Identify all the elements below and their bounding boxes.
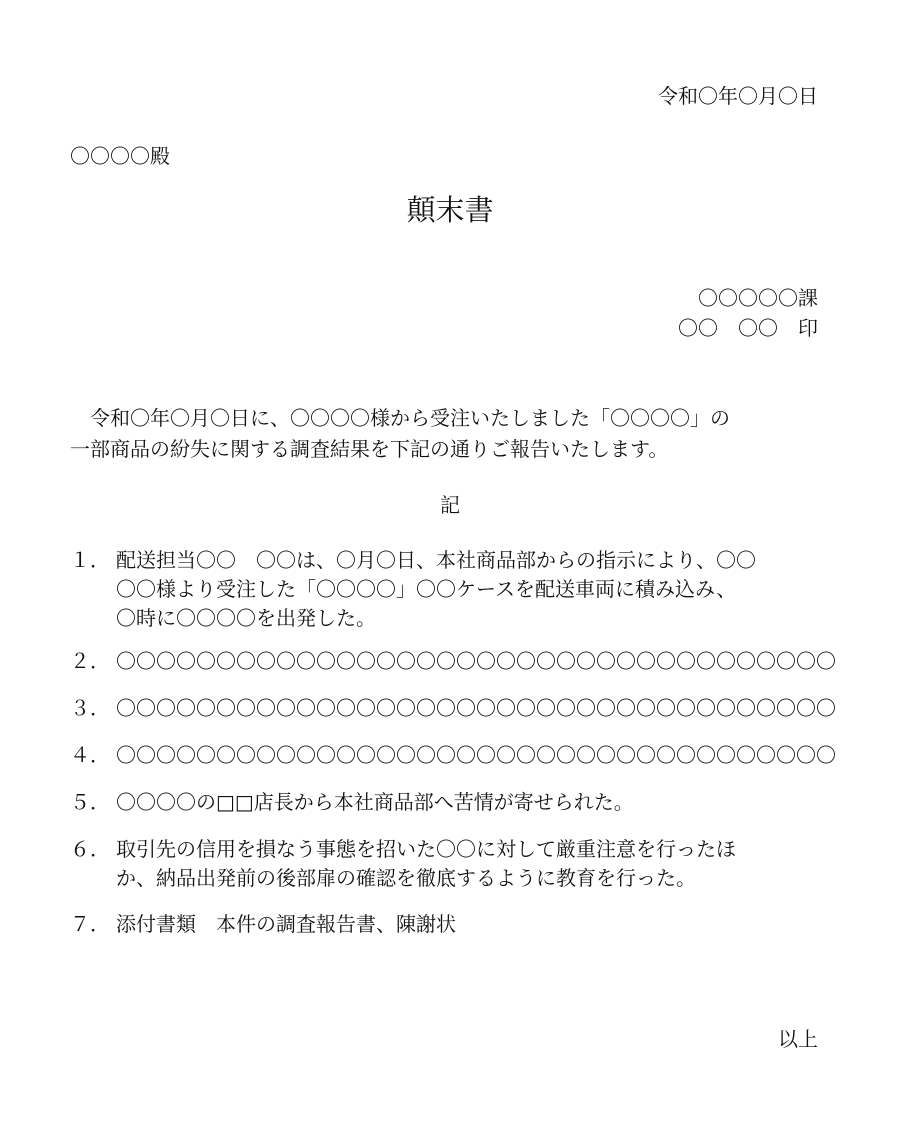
item-line: 〇〇様より受注した「〇〇〇〇」〇〇ケースを配送車両に積み込み、 (116, 577, 737, 601)
item-line: か、納品出発前の後部扉の確認を徹底するように教育を行った。 (116, 866, 696, 890)
item-number: ４． (70, 743, 110, 767)
item-line: 〇〇〇〇の□□店長から本社商品部へ苦情が寄せられた。 (116, 790, 634, 814)
item-line: 取引先の信用を損なう事態を招いた〇〇に対して厳重注意を行ったほ (116, 837, 736, 861)
item-line: 〇時に〇〇〇〇を出発した。 (116, 606, 376, 630)
intro-line: 一部商品の紛失に関する調査結果を下記の通りご報告いたします。 (70, 437, 669, 461)
sender-department: 〇〇〇〇〇課 (698, 286, 818, 310)
item-text (116, 835, 840, 893)
addressee: 〇〇〇〇殿 (70, 144, 170, 168)
item-text (116, 546, 840, 633)
item-text (116, 694, 840, 723)
intro-line: 令和〇年〇月〇日に、〇〇〇〇様から受注いたしました「〇〇〇〇」の (70, 406, 730, 430)
item-number: ７． (70, 912, 110, 936)
item-number: ３． (70, 696, 110, 720)
document-date: 令和〇年〇月〇日 (658, 84, 818, 108)
item-text (116, 910, 840, 939)
closing-mark: 以上 (778, 1027, 818, 1051)
document-title: 顛末書 (406, 193, 494, 227)
item-line: 〇〇〇〇〇〇〇〇〇〇〇〇〇〇〇〇〇〇〇〇〇〇〇〇〇〇〇〇〇〇〇〇〇〇〇〇 (116, 743, 836, 767)
item-line: 〇〇〇〇〇〇〇〇〇〇〇〇〇〇〇〇〇〇〇〇〇〇〇〇〇〇〇〇〇〇〇〇〇〇〇〇 (116, 696, 836, 720)
item-text (116, 741, 840, 770)
item-number: ２． (70, 649, 110, 673)
item-number: ６． (70, 837, 110, 861)
item-text (116, 647, 840, 676)
item-line: 〇〇〇〇〇〇〇〇〇〇〇〇〇〇〇〇〇〇〇〇〇〇〇〇〇〇〇〇〇〇〇〇〇〇〇〇 (116, 649, 836, 673)
sender-name: 〇〇 〇〇 印 (678, 316, 818, 340)
item-number: ５． (70, 790, 110, 814)
item-number: １． (70, 548, 110, 572)
item-line: 添付書類 本件の調査報告書、陳謝状 (116, 912, 456, 936)
ki-heading: 記 (440, 493, 460, 517)
item-text (116, 788, 840, 817)
intro-paragraph (70, 403, 830, 465)
item-line: 配送担当〇〇 〇〇は、〇月〇日、本社商品部からの指示により、〇〇 (116, 548, 756, 572)
